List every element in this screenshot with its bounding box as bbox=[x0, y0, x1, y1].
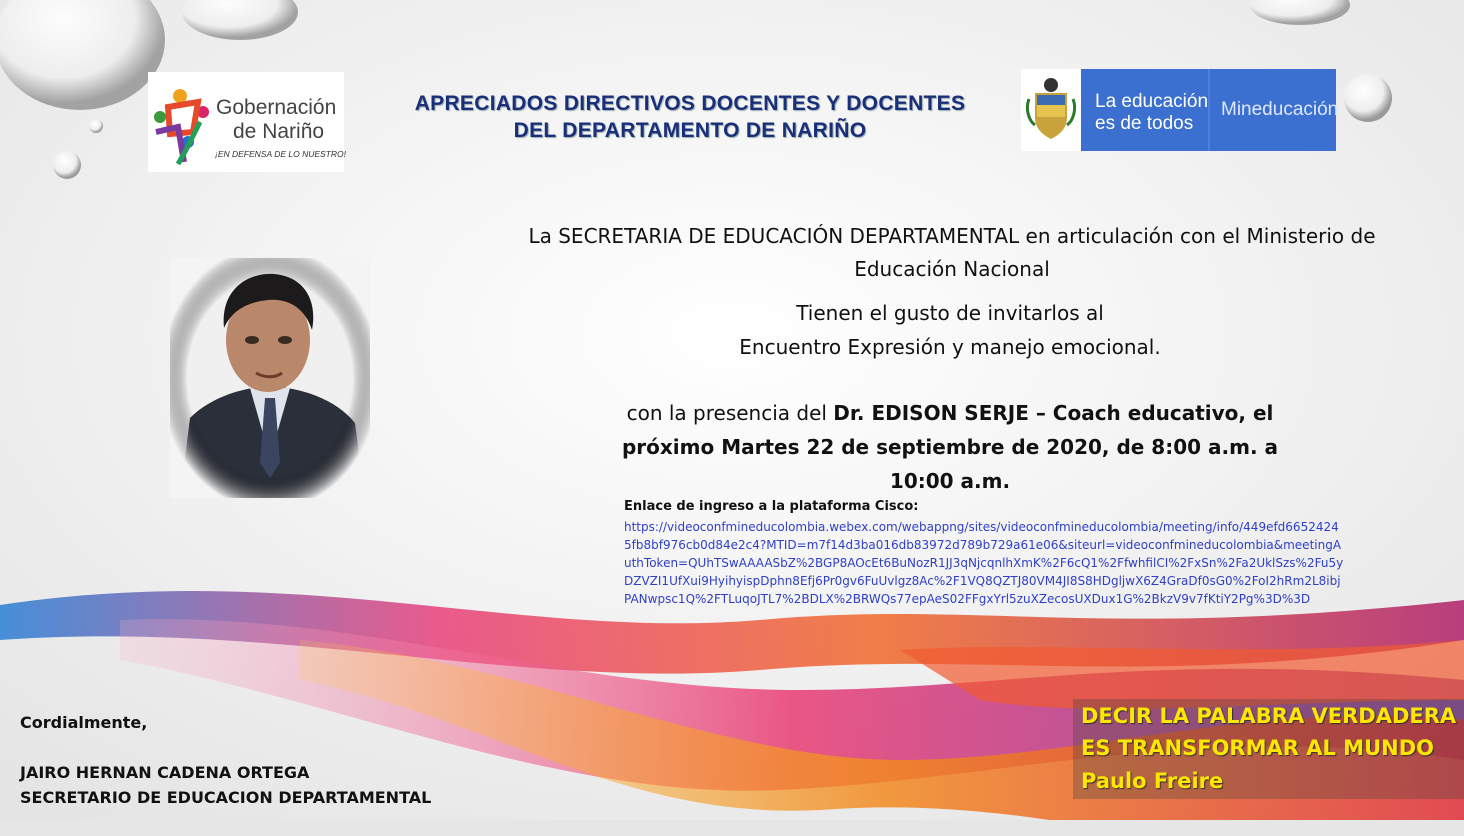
header-title-line1: APRECIADOS DIRECTIVOS DOCENTES Y DOCENTES bbox=[414, 92, 966, 115]
gobernacion-line2: de Nariño bbox=[233, 120, 325, 143]
mineducacion-slogan-line1: La educación bbox=[1095, 91, 1209, 112]
cisco-meeting-link[interactable]: https://videoconfmineducolombia.webex.com/webappng/sites/videoconfmineducolombia/meeting/info/449efd66524245fb8bf976cb0d84e2c4?MTID=m7f14d3ba016db83972d789b729a61e06&siteurl=videoconfmineducolombia&meetingAuthToken=QUhTSwAAAASbZ%2BGP8AOcEt6BuNozR1JJ3qNjcqnlhXmK%2F6cQ1%2FfwhfilCI%2FxSn%2Fa2UklSzs%2Fu5yDZVZI1UfXui9HyihyispDphn8Efj6Pr0gv6FuUvlgz8Ac%2F1VQ8QZTJ80VM4JI8S8HDgljwX6Z4GraDf0sG0%2FoI2hRm2L8ibjPANwpsc1Q%2FTLuqoJTL7%2BDLX%2BRWQs77epAeS02FFgxYrl5zuXZecosUXDux1G%2BkzV9v7fKtiY2Pg%3D%3D bbox=[624, 520, 1344, 606]
presence-prefix: con la presencia del bbox=[626, 401, 834, 425]
header-title-line2: DEL DEPARTAMENTO DE NARIÑO bbox=[513, 119, 867, 142]
invitation-text bbox=[690, 296, 1210, 364]
header-title bbox=[340, 90, 1040, 144]
closing-greeting: Cordialmente, bbox=[20, 713, 148, 732]
speaker-portrait bbox=[170, 258, 370, 498]
intro-text: La SECRETARIA DE EDUCACIÓN DEPARTAMENTAL en articulación con el Ministerio de Educación Nacional bbox=[528, 224, 1376, 281]
gobernacion-narino-logo bbox=[148, 72, 344, 172]
gobernacion-line1: Gobernación bbox=[216, 96, 337, 119]
people-circle-icon bbox=[148, 72, 218, 172]
mineducacion-logo bbox=[1021, 69, 1339, 151]
mineducacion-slogan-line2: es de todos bbox=[1095, 113, 1194, 134]
signer-role: SECRETARIO DE EDUCACION DEPARTAMENTAL bbox=[20, 788, 432, 807]
speaker-and-schedule: Dr. EDISON SERJE – Coach educativo, el próximo Martes 22 de septiembre de 2020, de 8:00 a.m. a 10:00 a.m. bbox=[621, 401, 1279, 493]
signer-name: JAIRO HERNAN CADENA ORTEGA bbox=[20, 763, 310, 782]
event-name: Encuentro Expresión y manejo emocional. bbox=[739, 335, 1161, 359]
link-label: Enlace de ingreso a la plataforma Cisco: bbox=[624, 499, 919, 514]
mineducacion-brand: Mineducación bbox=[1221, 99, 1339, 120]
speaker-details bbox=[600, 396, 1300, 498]
invitation-line1: Tienen el gusto de invitarlos al bbox=[796, 301, 1104, 325]
quote-box bbox=[1073, 699, 1464, 799]
colombia-shield-icon bbox=[1021, 69, 1081, 151]
logo-divider bbox=[1208, 69, 1210, 151]
quote-line1: DECIR LA PALABRA VERDADERA bbox=[1081, 704, 1457, 728]
gobernacion-tagline: ¡EN DEFENSA DE LO NUESTRO! bbox=[215, 149, 346, 159]
mineducacion-slogan bbox=[1095, 91, 1208, 135]
quote-line2: ES TRANSFORMAR AL MUNDO bbox=[1081, 736, 1434, 760]
quote-author: Paulo Freire bbox=[1081, 769, 1224, 793]
